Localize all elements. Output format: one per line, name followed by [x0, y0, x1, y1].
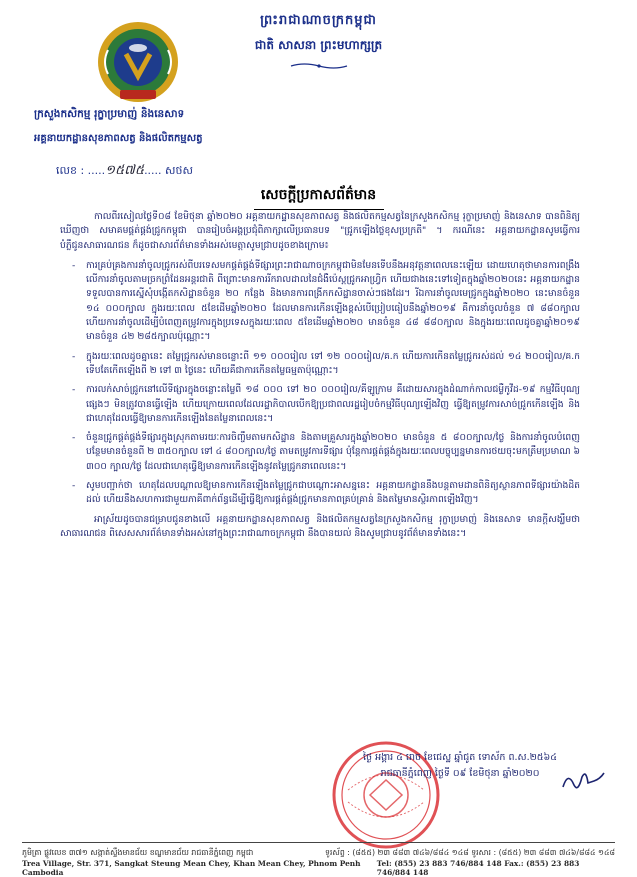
intro-paragraph: កាលពីរសៀលថ្ងៃទី០៨ ខែមិថុនា ឆ្នាំ២០២០ អគ្គនាយកដ្ឋានសុខភាពសត្វ និងផលិតកម្មសត្វនៃក្រសួងកសិកម្ម រុក្ខាប្រមាញ់ និងនេសាទ បានពិនិត្យឃើញថា សមាគមផ្គត់ផ្គង់ជ្រូកកម្ពុជា បានរៀបចំអង្គប្រជុំពិភាក្សាលើប្រធានបទ "ជ្រូកឡើងថ្លៃខុសប្រក្រតី" ។ ករណីនេះ អគ្គនាយកដ្ឋានសូមធ្វើការបំភ្លឺជូនសាធារណជន ក៏ដូចជាសារព័ត៌មានទាំងអស់មេត្តាសូមជ្រាបដូចខាងក្រោម៖ [60, 211, 580, 251]
ref-suffix: សថស [165, 164, 193, 177]
date-lunar: ថ្ងៃ អង្គារ ៤ រោច ខែជេស្ឋ ឆ្នាំជូត ទោស័ក ព.ស.២៥៦៤ [363, 752, 557, 763]
ref-number: ១៥៧៥ [105, 163, 145, 178]
national-motto: ជាតិ សាសនា ព្រះមហាក្សត្រ [254, 38, 383, 52]
page-footer [22, 842, 615, 877]
closing-paragraph: អាស្រ័យដូចបានជម្រាបជូនខាងលើ អគ្គនាយកដ្ឋានសុខភាពសត្វ និងផលិតកម្មសត្វនៃក្រសួងកសិកម្ម រុក្ខាប្រមាញ់ និងនេសាទ មានក្តីសង្ឃឹមថា សាធារណជន ពិសេសសារព័ត៌មានទាំងអស់នៅក្នុងព្រះរាជាណាចក្រកម្ពុជា នឹងបានយល់ និងសូមជ្រាបនូវព័ត៌មានទាំងនេះ។ [60, 513, 580, 539]
date-solar: រាជធានីភ្នំពេញ ថ្ងៃទី ០៩ ខែមិថុនា ឆ្នាំ២០២០ [380, 768, 540, 779]
footer-address-kh: ភូមិត្រា ផ្លូវលេខ ៣៧១ សង្កាត់ស្ទឹងមានជ័យ ខណ្ឌមានជ័យ រាជធានីភ្នំពេញ កម្ពុជា [22, 848, 254, 857]
ministry-name: ក្រសួងកសិកម្ម រុក្ខាប្រមាញ់ និងនេសាទ [34, 108, 185, 120]
document-title [0, 185, 637, 210]
department-name: អគ្គនាយកដ្ឋានសុខភាពសត្វ និងផលិតកម្មសត្វ [34, 133, 203, 144]
footer-address-en: Trea Village, Str. 371, Sangkat Steung Mean Chey, Khan Mean Chey, Phnom Penh Cambodia [22, 859, 361, 877]
document-body [60, 210, 580, 547]
bullet-item: - ការគ្រប់គ្រងការនាំចូលជ្រូករស់ពីបរទេសមកផ្គត់ផ្គង់ទីផ្សារព្រះរាជាណាចក្រកម្ពុជាមិនមែនទើបនឹងអនុវត្តនាពេលនេះឡើយ ដោយហេតុថាមានការពង្រឹងលើការនាំចូលតាមច្រកព្រំដែនអន្តរជាតិ ពីព្រោះមានការរីករាលដាលនៃជំងឺប៉េស្តជ្រូកអាហ្វ្រិក ហើយជាងនេះទៅទៀតក្នុងឆ្នាំ២០២០នេះ អគ្គនាយកដ្ឋានទទួលបានការស្នើសុំបង្កើតកសិដ្ឋានចំនួន ២០ កន្លែង និងមានការពង្រីកកសិដ្ឋានចាស់ៗផងដែរ។ រីឯការនាំចូលមេជ្រូកក្នុងឆ្នាំ២០២០ នេះមានចំនួន ១៤ ០០០ក្បាល ក្នុងរយៈពេល ៥ខែដើមឆ្នាំ២០២០ ដែលមានការកើនឡើងខ្ពស់បើប្រៀបធៀបនឹងឆ្នាំ២០១៩ គឺការនាំចូលចំនួន ៧ ៨៨០ក្បាល ហើយការនាំចូលដើម្បីបំពេញតម្រូវការក្នុងប្រទេសក្នុងរយៈពេល ៥ខែដើមឆ្នាំ២០២០ មានចំនួន ៤៨ ៨៨០ក្បាល និងក្នុងរយៈពេលដូចគ្នាឆ្នាំ២០១៩ មានចំនួន ៤២ ២៨៥ក្បាលប៉ុណ្ណោះ។ [86, 259, 580, 345]
ornament-divider [289, 62, 349, 70]
reference-number: លេខ : .....១៥៧៥..... សថស [56, 163, 193, 178]
ministry-block [34, 108, 324, 146]
kingdom-name: ព្រះរាជាណាចក្រកម្ពុជា [260, 13, 377, 28]
ministry-logo [96, 20, 180, 104]
bullet-list [60, 259, 580, 508]
bullet-item: - ចំនួនជ្រូកផ្គត់ផ្គង់ទីផ្សារក្នុងស្រុកតាមរយៈការចិញ្ចឹមតាមកសិដ្ឋាន និងតាមគ្រួសារក្នុងឆ្នាំ២០២០ មានចំនួន ៥ ៨០០ក្បាល/ថ្ងៃ និងការនាំចូលបំពេញបន្ថែមមានចំនួនពី ២ ៣៥០ក្បាល ទៅ ៤ ៨០០ក្បាល/ថ្ងៃ តាមតម្រូវការទីផ្សារ ប៉ុន្តែការផ្គត់ផ្គង់ក្នុងរយៈពេលបច្ចុប្បន្នមានការថយចុះមកត្រឹមប្រមាណ ៦ ៣០០ ក្បាល/ថ្ងៃ ដែលជាហេតុធ្វើឱ្យមានការកើនឡើងនូវតម្លៃជ្រូកនាពេលនេះ។ [86, 431, 580, 474]
ref-label: លេខ : [56, 164, 85, 177]
handwritten-signature [560, 767, 608, 795]
footer-phone-en: Tel: (855) 23 883 746/884 148 Fax.: (855) 23 883 746/884 148 [376, 859, 580, 877]
bullet-item: - ការលក់សាច់ជ្រូកនៅលើទីផ្សារក្នុងចន្លោះតម្លៃពី ១៨ ០០០ ទៅ ២០ ០០០រៀល/គីឡូក្រាម គឺដោយសារក្នុងដំណាក់កាលជម្ងឺកូវីដ-១៩ កម្មវិធីបុណ្យផ្សេងៗ មិនត្រូវបានធ្វើឡើង ហើយក្រោយពេលដែលរដ្ឋាភិបាលបើកឱ្យប្រជាពលរដ្ឋរៀបចំកម្មវិធីបុណ្យឡើងវិញ ធ្វើឱ្យតម្រូវការសាច់ជ្រូកកើនឡើង និងជាហេតុដែលធ្វើឱ្យមានការកើនឡើងនៃតម្លៃនាពេលនេះ។ [86, 383, 580, 426]
footer-phone-kh: ទូរស័ព្ទ : (៨៥៥) ២៣ ៨៨៣ ៧៤៦/៨៨៤ ១៤៨ ទូរសារ : (៨៥៥) ២៣ ៨៨៣ ៧៤៦/៨៨៤ ១៤៨ [324, 848, 615, 857]
title-text: សេចក្តីប្រកាសព័ត៌មាន [260, 187, 377, 203]
bullet-item: - សូមបញ្ជាក់ថា ហេតុដែលបណ្តាលឱ្យមានការកើនឡើងតម្លៃជ្រូកជាបណ្តោះអាសន្ននេះ អគ្គនាយកដ្ឋាននឹងបន្តតាមដានពិនិត្យស្ថានភាពទីផ្សារយ៉ាងដិតដល់ ហើយនឹងសហការជាមួយភាគីពាក់ព័ន្ធដើម្បីធ្វើឱ្យការផ្គត់ផ្គង់ជ្រូកមានភាពគ្រប់គ្រាន់ និងតម្លៃមានស្ថិរភាពឡើងវិញ។ [86, 479, 580, 508]
bullet-item: - ក្នុងរយៈពេលដូចគ្នានេះ តម្លៃជ្រូករស់មានចន្លោះពី ១១ ០០០រៀល ទៅ ១២ ០០០រៀល/គ.ក ហើយការកើនតម្លៃជ្រូករស់ដល់ ១៤ ២០០រៀល/គ.ក ទើបតែកើតឡើងពី ២ ទៅ ៣ ថ្ងៃនេះ ហើយគឺជាការកើនតម្លៃធម្មតាប៉ុណ្ណោះ។ [86, 350, 580, 379]
